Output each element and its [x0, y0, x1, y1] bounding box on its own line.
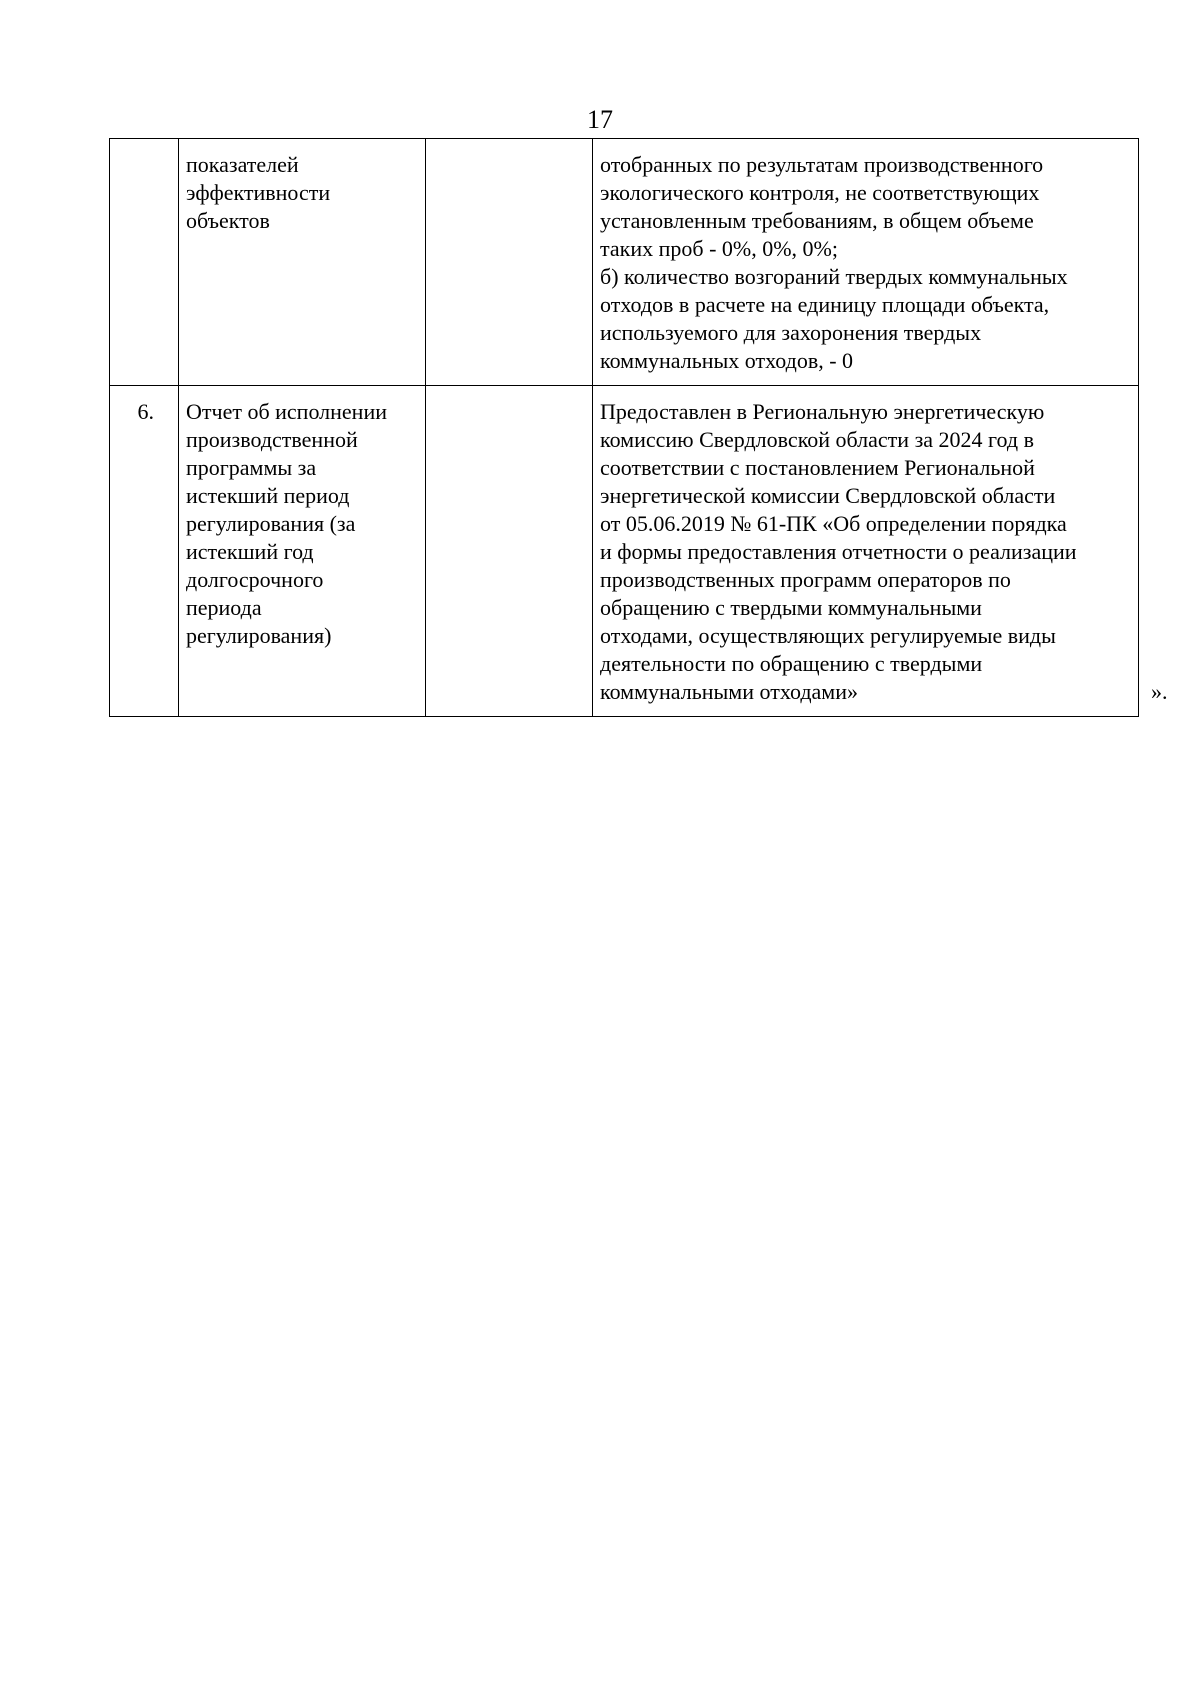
indicator-name-cell	[179, 386, 426, 717]
table-row	[110, 386, 1139, 717]
indicator-name-line: объектов	[186, 208, 270, 233]
description-line: установленным требованиям, в общем объеме	[600, 208, 1034, 233]
empty-cell	[426, 386, 593, 717]
indicator-name-line: истекший период	[186, 483, 350, 508]
indicator-name-line: периода	[186, 595, 262, 620]
page-number: 17	[587, 105, 613, 134]
description-cell	[593, 386, 1139, 717]
indicator-name-line: истекший год	[186, 539, 314, 564]
description-line: таких проб - 0%, 0%, 0%;	[600, 236, 838, 261]
row-number-cell	[110, 139, 179, 386]
description-line: коммунальных отходов, - 0	[600, 348, 854, 373]
description-line: соответствии с постановлением Региональной	[600, 455, 1035, 480]
description-line: отобранных по результатам производственного	[600, 152, 1044, 177]
description-line: коммунальными отходами»	[600, 679, 858, 704]
indicator-name-line: регулирования (за	[186, 511, 356, 536]
indicator-name-line: Отчет об исполнении	[186, 399, 387, 424]
description-line: обращению с твердыми коммунальными	[600, 595, 982, 620]
description-line: деятельности по обращению с твердыми	[600, 651, 983, 676]
description-line: энергетической комиссии Свердловской области	[600, 483, 1056, 508]
description-line: отходов в расчете на единицу площади объекта,	[600, 292, 1050, 317]
description-line: отходами, осуществляющих регулируемые виды	[600, 623, 1056, 648]
description-line: комиссию Свердловской области за 2024 год в	[600, 427, 1034, 452]
empty-cell	[426, 139, 593, 386]
row-number-cell: 6.	[110, 386, 179, 717]
indicator-name-line: производственной	[186, 427, 358, 452]
indicator-name-cell	[179, 139, 426, 386]
indicator-name-line: регулирования)	[186, 623, 332, 648]
description-line: от 05.06.2019 № 61-ПК «Об определении порядка	[600, 511, 1067, 536]
description-cell	[593, 139, 1139, 386]
description-line: экологического контроля, не соответствующих	[600, 180, 1040, 205]
table-row	[110, 139, 1139, 386]
closing-quote-mark: ».	[1151, 679, 1168, 704]
indicator-name-line: программы за	[186, 455, 317, 480]
indicator-name-line: эффективности	[186, 180, 331, 205]
description-line: и формы предоставления отчетности о реализации	[600, 539, 1077, 564]
description-line: производственных программ операторов по	[600, 567, 1011, 592]
document-table	[109, 138, 1139, 717]
description-line: б) количество возгораний твердых коммунальных	[600, 264, 1068, 289]
indicator-name-line: долгосрочного	[186, 567, 324, 592]
description-line: Предоставлен в Региональную энергетическую	[600, 399, 1045, 424]
indicator-name-line: показателей	[186, 152, 299, 177]
description-line: используемого для захоронения твердых	[600, 320, 982, 345]
